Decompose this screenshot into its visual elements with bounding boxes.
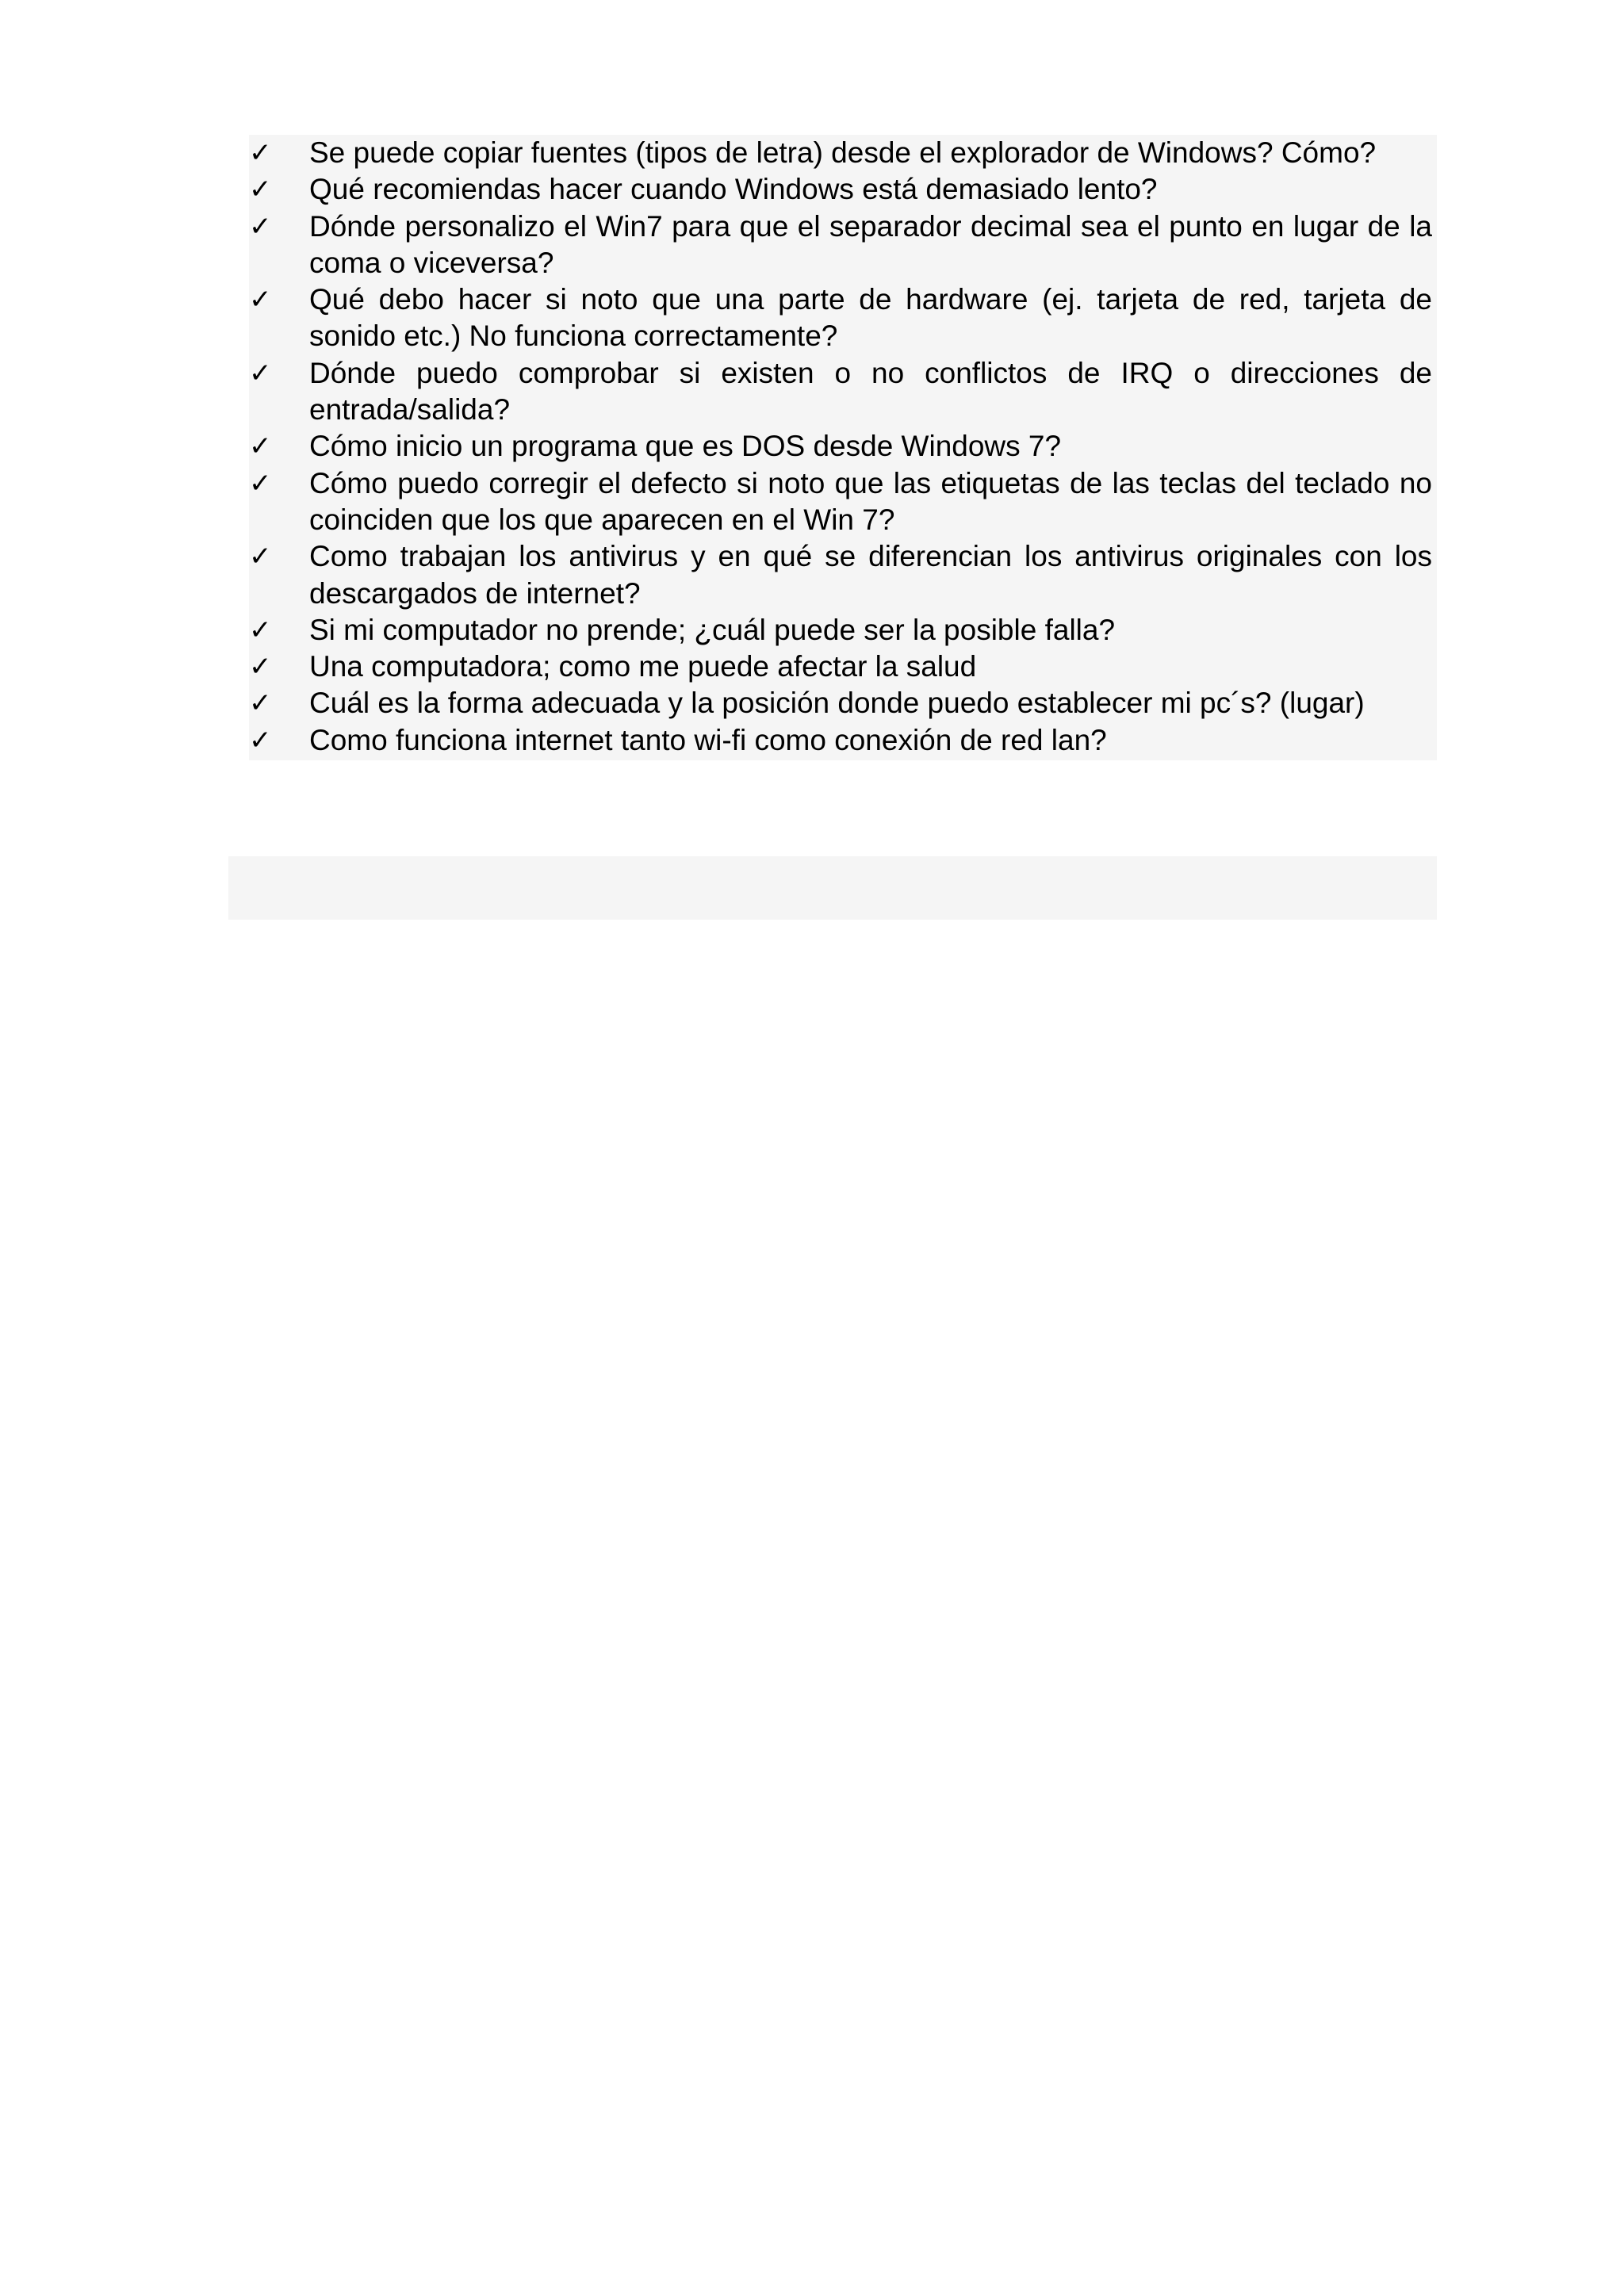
list-item [249,538,1437,612]
list-item-text: Una computadora; como me puede afectar la salud [309,650,977,683]
list-item [249,465,1437,539]
list-item [249,209,1437,282]
list-item-text: Cómo puedo corregir el defecto si noto que las etiquetas de las teclas del teclado no coinciden que los que aparecen en el Win 7? [309,466,1432,536]
list-item [249,649,1437,685]
checkmark-icon: ✓ [249,724,272,756]
checkmark-icon: ✓ [249,687,272,720]
list-item-text: Cómo inicio un programa que es DOS desde Windows 7? [309,430,1062,463]
list-item-text: Como trabajan los antivirus y en qué se diferencian los antivirus originales con los descargados de internet? [309,540,1432,610]
list-item-text: Como funciona internet tanto wi-fi como conexión de red lan? [309,723,1107,756]
list-item [249,135,1437,171]
checkmark-icon: ✓ [249,467,272,499]
list-item [249,428,1437,465]
list-item [249,722,1437,759]
checkmark-icon: ✓ [249,210,272,243]
list-item-text: Si mi computador no prende; ¿cuál puede ser la posible falla? [309,613,1116,646]
list-item-text: Dónde personalizo el Win7 para que el separador decimal sea el punto en lugar de la coma o viceversa? [309,209,1432,279]
empty-shaded-block [228,856,1437,920]
list-item-text: Dónde puedo comprobar si existen o no conflictos de IRQ o direcciones de entrada/salida? [309,356,1432,427]
list-item [249,685,1437,721]
list-item-text: Cuál es la forma adecuada y la posición donde puedo establecer mi pc´s? (lugar) [309,687,1365,720]
checkmark-icon: ✓ [249,651,272,683]
list-item [249,281,1437,355]
checkmark-icon: ✓ [249,430,272,463]
checkmark-icon: ✓ [249,614,272,646]
checkmark-icon: ✓ [249,284,272,316]
list-item-text: Qué recomiendas hacer cuando Windows está demasiado lento? [309,173,1158,206]
list-item-text: Se puede copiar fuentes (tipos de letra) desde el explorador de Windows? Cómo? [309,136,1377,169]
checkmark-icon: ✓ [249,174,272,206]
list-item [249,355,1437,429]
checkmark-icon: ✓ [249,137,272,169]
question-checklist [249,135,1437,760]
list-item [249,171,1437,208]
list-item [249,612,1437,649]
list-item-text: Qué debo hacer si noto que una parte de hardware (ej. tarjeta de red, tarjeta de sonido etc.) No funciona correctamente? [309,283,1432,353]
checkmark-icon: ✓ [249,541,272,573]
checkmark-icon: ✓ [249,357,272,389]
